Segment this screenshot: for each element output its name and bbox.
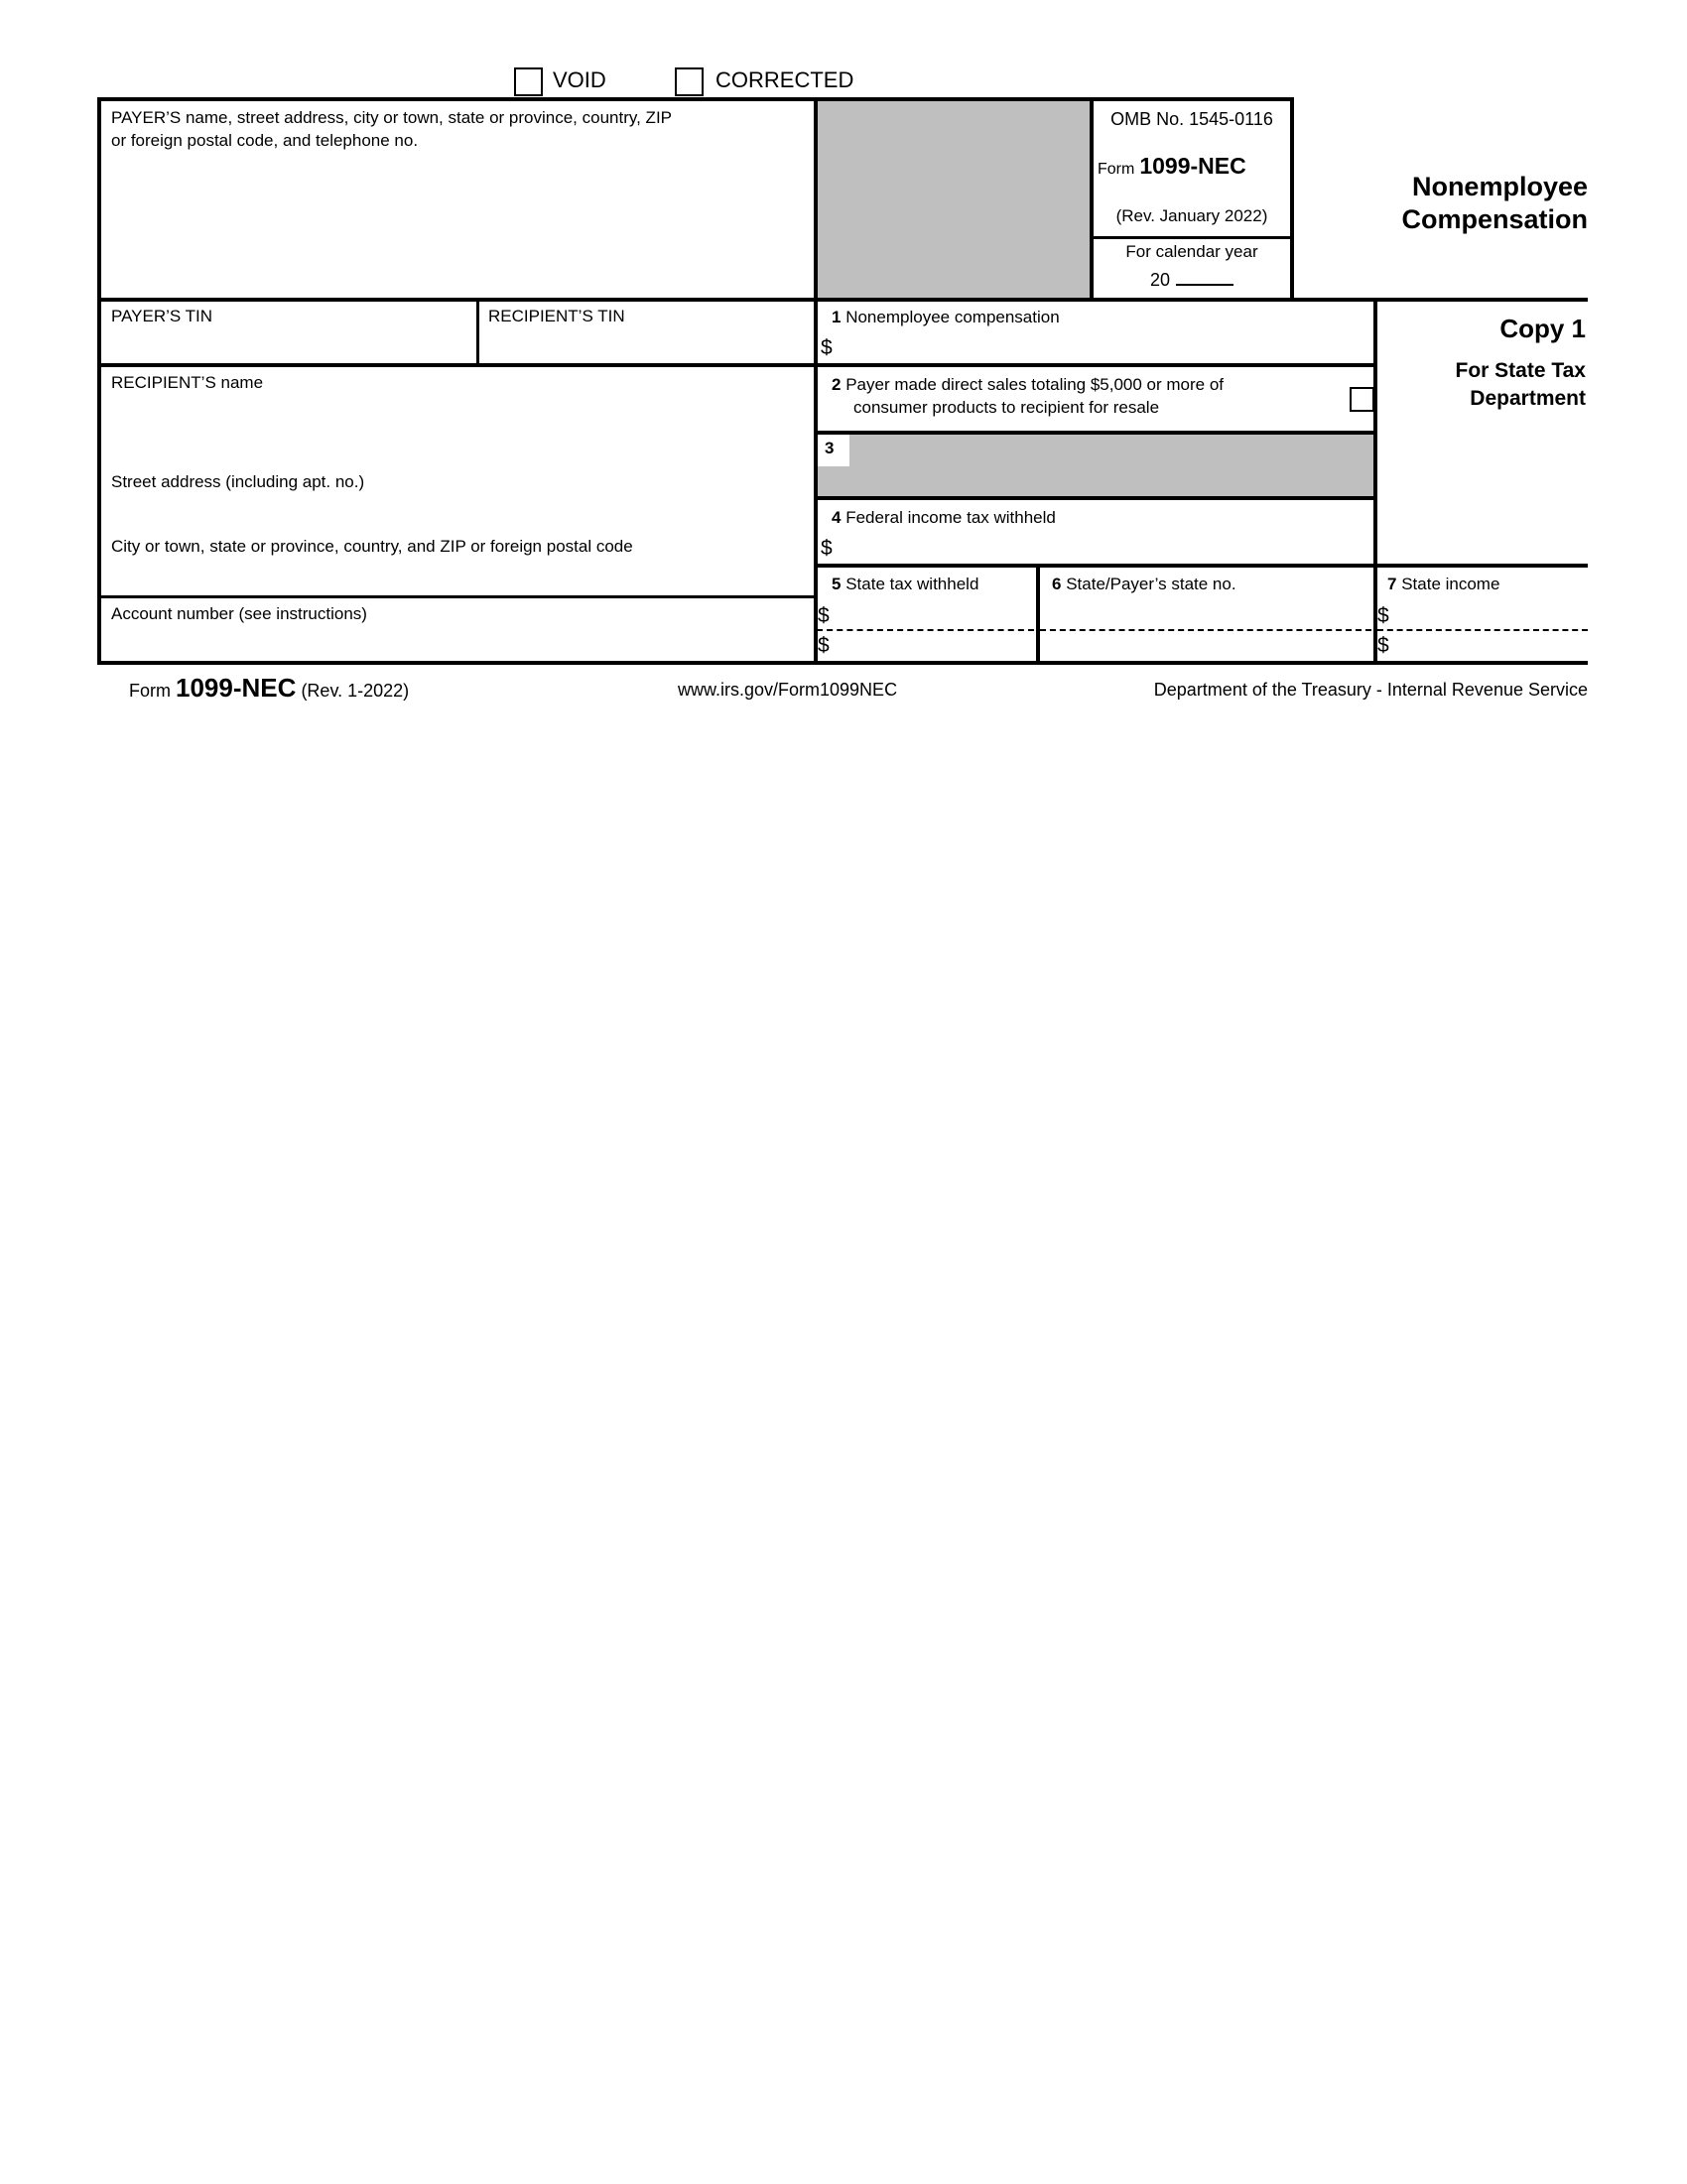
box3-shaded-area <box>814 431 1377 500</box>
account-top-line <box>97 595 818 598</box>
form-word: Form <box>1098 161 1135 178</box>
void-checkbox[interactable] <box>514 67 543 96</box>
calendar-year-blank[interactable] <box>1176 268 1233 286</box>
footer-form-number: 1099-NEC <box>176 673 297 703</box>
shaded-top-area <box>814 97 1094 302</box>
calendar-year-row <box>1090 268 1294 291</box>
box1-nonemployee-compensation-field[interactable] <box>818 302 1373 363</box>
box4-federal-tax-field[interactable] <box>818 500 1373 564</box>
copy-label: Copy 1 <box>1499 314 1586 343</box>
box3-number: 3 <box>825 439 835 457</box>
box2-checkbox[interactable] <box>1350 387 1374 412</box>
form-number-line <box>1098 153 1246 180</box>
corrected-label: CORRECTED <box>715 67 854 92</box>
box5-dollar-bottom: $ <box>818 634 830 657</box>
box3-top-line <box>814 431 1377 435</box>
recipient-name-label: RECIPIENT’S name <box>111 373 264 392</box>
box6-number: 6 <box>1052 575 1062 593</box>
tin-divider-line <box>476 298 479 367</box>
box1-label-text: Nonemployee compensation <box>845 308 1060 326</box>
calendar-year-label: For calendar year <box>1125 242 1258 261</box>
box5-number: 5 <box>832 575 842 593</box>
box1-dollar-sign: $ <box>821 336 833 359</box>
payer-info-label-line1: PAYER’S name, street address, city or town, state or province, country, ZIP <box>111 108 673 127</box>
form-title <box>1401 171 1588 236</box>
footer-department: Department of the Treasury - Internal Revenue Service <box>1153 680 1588 700</box>
box4-number: 4 <box>832 508 842 527</box>
box6-label-text: State/Payer’s state no. <box>1066 575 1236 593</box>
box4-label <box>832 507 1056 529</box>
omb-number-label: OMB No. 1545-0116 <box>1110 109 1273 129</box>
corrected-checkbox[interactable] <box>675 67 704 96</box>
box4-label-text: Federal income tax withheld <box>845 508 1056 527</box>
payer-tin-label: PAYER’S TIN <box>111 307 213 325</box>
recipient-tin-field[interactable] <box>480 302 814 363</box>
box6-state-number-field[interactable] <box>1040 568 1371 661</box>
box2-number: 2 <box>832 375 842 394</box>
payer-info-field[interactable] <box>101 101 812 296</box>
box5-dollar-top: $ <box>818 604 830 627</box>
form-bottom-border <box>97 661 1588 665</box>
recipient-info-field[interactable] <box>101 367 812 595</box>
form-title-line2: Compensation <box>1401 204 1588 234</box>
box7-label <box>1387 574 1499 595</box>
box7-label-text: State income <box>1401 575 1500 593</box>
form-title-line1: Nonemployee <box>1411 172 1588 201</box>
box4-dollar-sign: $ <box>821 537 833 560</box>
box6-label <box>1052 574 1236 595</box>
box1-label <box>832 307 1060 328</box>
void-label: VOID <box>553 67 606 92</box>
copy-for-label <box>1456 357 1586 413</box>
box7-dollar-top: $ <box>1377 604 1389 627</box>
payer-info-label-line2: or foreign postal code, and telephone no. <box>111 131 419 150</box>
copy-for-line2: Department <box>1470 387 1586 410</box>
footer-form-id <box>129 673 409 704</box>
box7-dollar-bottom: $ <box>1377 634 1389 657</box>
box3-number-chip <box>818 435 849 466</box>
box2-label-line2: consumer products to recipient for resale <box>853 398 1160 417</box>
recipient-tin-label: RECIPIENT’S TIN <box>488 307 625 325</box>
box5-state-tax-field[interactable] <box>818 568 1034 661</box>
form-number: 1099-NEC <box>1139 153 1246 179</box>
box2-label-line1 <box>832 374 1224 396</box>
account-number-field[interactable] <box>101 599 812 659</box>
box7-state-income-field[interactable] <box>1377 568 1588 661</box>
box1-number: 1 <box>832 308 842 326</box>
box7-number: 7 <box>1387 575 1397 593</box>
city-state-zip-label: City or town, state or province, country, and ZIP or foreign postal code <box>111 537 633 556</box>
account-number-label: Account number (see instructions) <box>111 604 367 623</box>
box5-label-text: State tax withheld <box>845 575 979 593</box>
calendar-year-prefix: 20 <box>1149 270 1171 290</box>
box2-direct-sales-field <box>818 367 1373 431</box>
copy-for-line1: For State Tax <box>1455 359 1586 382</box>
omb-block <box>1090 97 1294 302</box>
box5-label <box>832 574 978 595</box>
footer-form-word: Form <box>129 681 171 701</box>
box2-label-text1: Payer made direct sales totaling $5,000 or more of <box>845 375 1225 394</box>
footer-url: www.irs.gov/Form1099NEC <box>678 680 898 700</box>
payer-tin-field[interactable] <box>101 302 476 363</box>
footer-revision: (Rev. 1-2022) <box>301 681 410 701</box>
street-address-label: Street address (including apt. no.) <box>111 472 365 491</box>
revision-label: (Rev. January 2022) <box>1115 206 1268 225</box>
